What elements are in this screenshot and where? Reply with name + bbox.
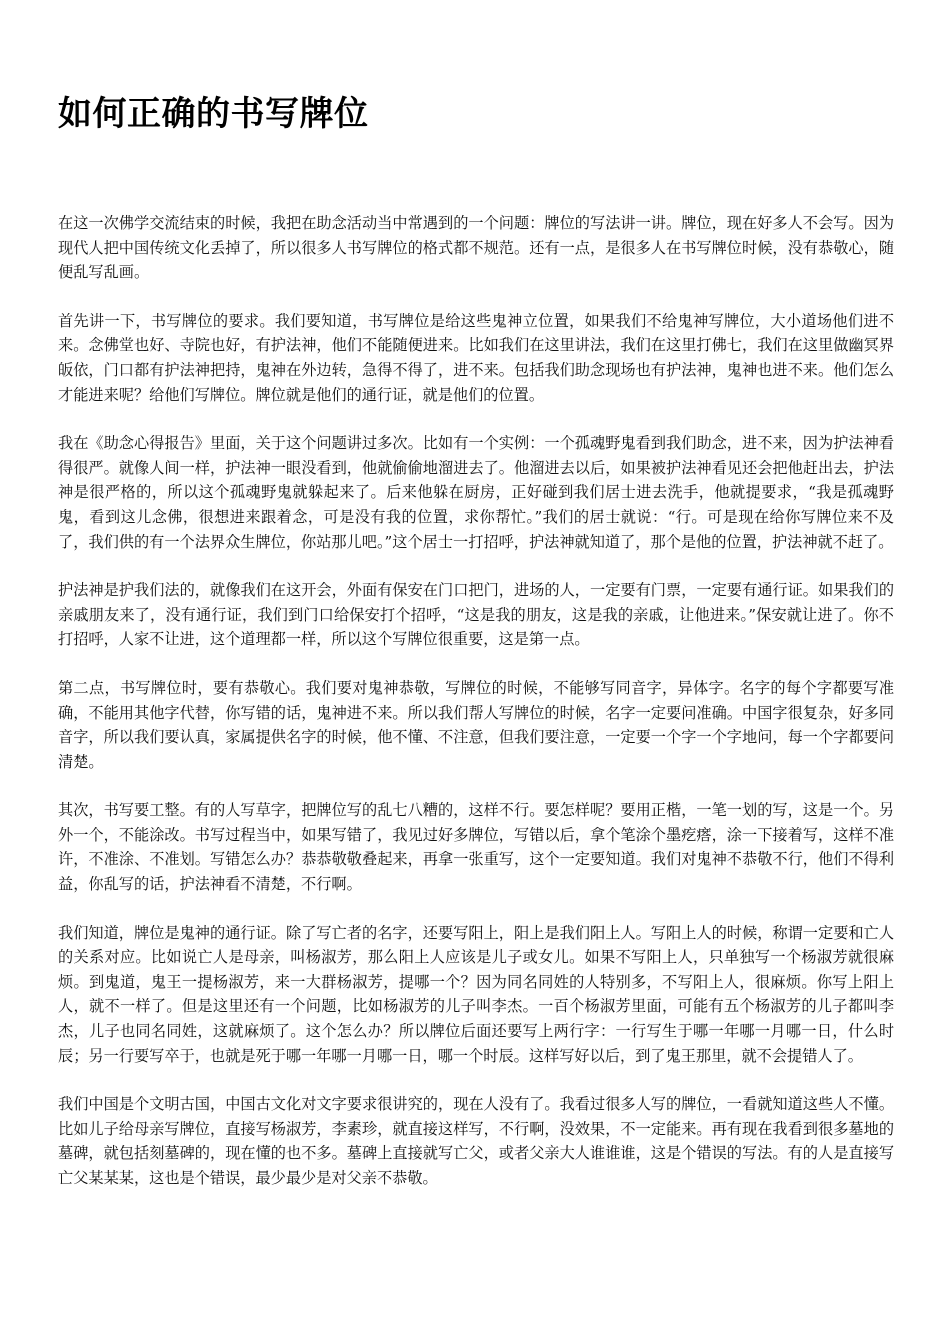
paragraph-6: 其次，书写要工整。有的人写草字，把牌位写的乱七八糟的，这样不行。要怎样呢？要用正楷，一笔一划的写，这是一个。另外一个，不能涂改。书写过程当中，如果写错了，我见过好多牌位，写错以后，拿个笔涂个墨疙瘩，涂一下接着写，这样不准许，不准涂、不准划。写错怎么办？恭恭敬敬叠起来，再拿一张重写，这个一定要知道。我们对鬼神不恭敬不行，他们不得利益，你乱写的话，护法神看不清楚，不行啊。 bbox=[58, 801, 894, 894]
paragraph-7: 我们知道，牌位是鬼神的通行证。除了写亡者的名字，还要写阳上，阳上是我们阳上人。写阳上人的时候，称谓一定要和亡人的关系对应。比如说亡人是母亲，叫杨淑芳，那么阳上人应该是儿子或女儿。如果不写阳上人，只单独写一个杨淑芳就很麻烦。到鬼道，鬼王一提杨淑芳，来一大群杨淑芳，提哪一个？因为同名同姓的人特别多，不写阳上人，很麻烦。你写上阳上人，就不一样了。但是这里还有一个问题，比如杨淑芳的儿子叫李杰。一百个杨淑芳里面，可能有五个杨淑芳的儿子都叫李杰，儿子也同名同姓，这就麻烦了。这个怎么办？所以牌位后面还要写上两行字：一行写生于哪一年哪一月哪一日，什么时辰；另一行要写卒于，也就是死于哪一年哪一月哪一日，哪一个时辰。这样写好以后，到了鬼王那里，就不会提错人了。 bbox=[58, 923, 894, 1065]
paragraph-8: 我们中国是个文明古国，中国古文化对文字要求很讲究的，现在人没有了。我看过很多人写的牌位，一看就知道这些人不懂。比如儿子给母亲写牌位，直接写杨淑芳，李素珍，就直接这样写，不行啊，没效果，不一定能来。再有现在我看到很多墓地的墓碑，就包括刻墓碑的，现在懂的也不多。墓碑上直接就写亡父，或者父亲大人谁谁谁，这是个错误的写法。有的人是直接写亡父某某某，这也是个错误，最少最少是对父亲不恭敬。 bbox=[58, 1095, 894, 1187]
paragraph-2: 首先讲一下，书写牌位的要求。我们要知道，书写牌位是给这些鬼神立位置，如果我们不给鬼神写牌位，大小道场他们进不来。念佛堂也好、寺院也好，有护法神，他们不能随便进来。比如我们在这里讲法，我们在这里打佛七，我们在这里做幽冥界皈依，门口都有护法神把持，鬼神在外边转，急得不得了，进不来。包括我们助念现场也有护法神，鬼神也进不来。他们怎么才能进来呢？给他们写牌位。牌位就是他们的通行证，就是他们的位置。 bbox=[58, 311, 894, 404]
article-body bbox=[58, 211, 894, 1215]
paragraph-1: 在这一次佛学交流结束的时候，我把在助念活动当中常遇到的一个问题：牌位的写法讲一讲。牌位，现在好多人不会写。因为现代人把中国传统文化丢掉了，所以很多人书写牌位的格式都不规范。还有一点，是很多人在书写牌位时候，没有恭敬心，随便乱写乱画。 bbox=[58, 214, 894, 282]
paragraph-3: 我在《助念心得报告》里面，关于这个问题讲过多次。比如有一个实例：一个孤魂野鬼看到我们助念，进不来，因为护法神看得很严。就像人间一样，护法神一眼没看到，他就偷偷地溜进去了。他溜进去以后，如果被护法神看见还会把他赶出去，护法神是很严格的，所以这个孤魂野鬼就躲起来了。后来他躲在厨房，正好碰到我们居士进去洗手，他就提要求，“我是孤魂野鬼，看到这儿念佛，很想进来跟着念，可是没有我的位置，求你帮忙。”我们的居士就说：“行。可是现在给你写牌位来不及了，我们供的有一个法界众生牌位，你站那儿吧。”这个居士一打招呼，护法神就知道了，那个是他的位置，护法神就不赶了。 bbox=[58, 434, 894, 551]
paragraph-5: 第二点，书写牌位时，要有恭敬心。我们要对鬼神恭敬，写牌位的时候，不能够写同音字，异体字。名字的每个字都要写准确，不能用其他字代替，你写错的话，鬼神进不来。所以我们帮人写牌位的时候，名字一定要问准确。中国字很复杂，好多同音字，所以我们要认真，家属提供名字的时候，他不懂、不注意，但我们要注意，一定要一个字一个字地问，每一个字都要问清楚。 bbox=[58, 678, 894, 771]
page-title: 如何正确的书写牌位 bbox=[58, 94, 369, 134]
paragraph-4: 护法神是护我们法的，就像我们在这开会，外面有保安在门口把门，进场的人，一定要有门票，一定要有通行证。如果我们的亲戚朋友来了，没有通行证，我们到门口给保安打个招呼，“这是我的朋友，这是我的亲戚，让他进来。”保安就让进了。你不打招呼，人家不让进，这个道理都一样，所以这个写牌位很重要，这是第一点。 bbox=[58, 581, 894, 649]
